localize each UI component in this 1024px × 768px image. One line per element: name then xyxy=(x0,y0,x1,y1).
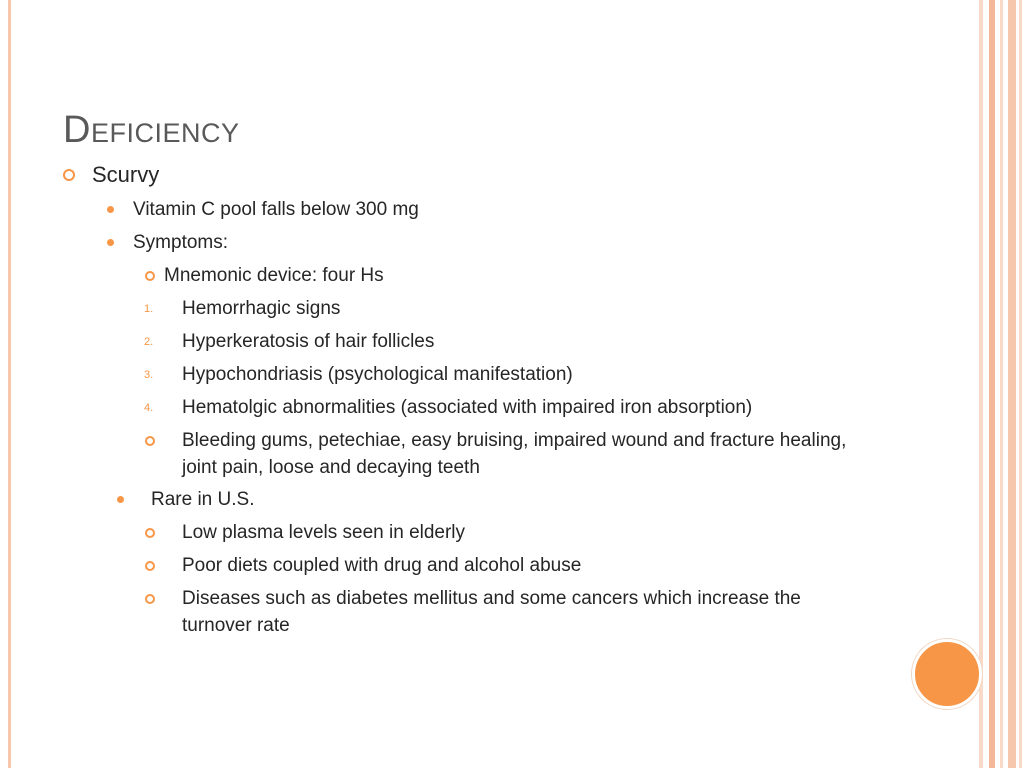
list-number: 3. xyxy=(144,369,154,381)
ring-bullet-icon xyxy=(63,169,75,181)
slide-title: Deficiency xyxy=(63,109,240,151)
ring-bullet-icon xyxy=(145,594,155,604)
ring-bullet-icon xyxy=(145,561,155,571)
ring-bullet-icon xyxy=(145,528,155,538)
bullet-hemorrhagic: Hemorrhagic signs xyxy=(182,298,341,319)
ring-bullet-icon xyxy=(145,436,155,446)
bullet-hyperkeratosis: Hyperkeratosis of hair follicles xyxy=(182,331,435,352)
bullet-mnemonic: Mnemonic device: four Hs xyxy=(164,265,384,286)
bullet-poor-diets: Poor diets coupled with drug and alcohol abuse xyxy=(182,555,582,576)
list-number: 4. xyxy=(144,402,154,414)
ring-bullet-icon xyxy=(145,271,155,281)
left-stripe xyxy=(8,0,11,768)
decorative-circle xyxy=(912,639,982,709)
bullet-bleeding-gums: Bleeding gums, petechiae, easy bruising, impaired wound and fracture healing, joint pain, loose and decaying teeth xyxy=(182,430,847,478)
right-stripe-4 xyxy=(1008,0,1016,768)
right-stripe-5 xyxy=(1019,0,1022,768)
right-stripe-2 xyxy=(989,0,995,768)
bullet-hypochondriasis: Hypochondriasis (psychological manifestation) xyxy=(182,364,573,385)
bullet-low-plasma: Low plasma levels seen in elderly xyxy=(182,522,466,543)
dot-bullet-icon xyxy=(107,206,114,213)
bullet-vitamin-c: Vitamin C pool falls below 300 mg xyxy=(133,199,419,220)
bullet-rare: Rare in U.S. xyxy=(151,489,255,510)
dot-bullet-icon xyxy=(107,239,114,246)
right-stripe-3 xyxy=(1000,0,1003,768)
bullet-diseases: Diseases such as diabetes mellitus and some cancers which increase the turnover rate xyxy=(182,588,801,636)
dot-bullet-icon xyxy=(117,496,124,503)
bullet-scurvy: Scurvy xyxy=(92,162,160,187)
list-number: 2. xyxy=(144,336,154,348)
right-stripe-1 xyxy=(979,0,983,768)
bullet-symptoms: Symptoms: xyxy=(133,232,229,253)
list-number: 1. xyxy=(144,303,154,315)
bullet-hematolgic: Hematolgic abnormalities (associated with impaired iron absorption) xyxy=(182,397,753,418)
